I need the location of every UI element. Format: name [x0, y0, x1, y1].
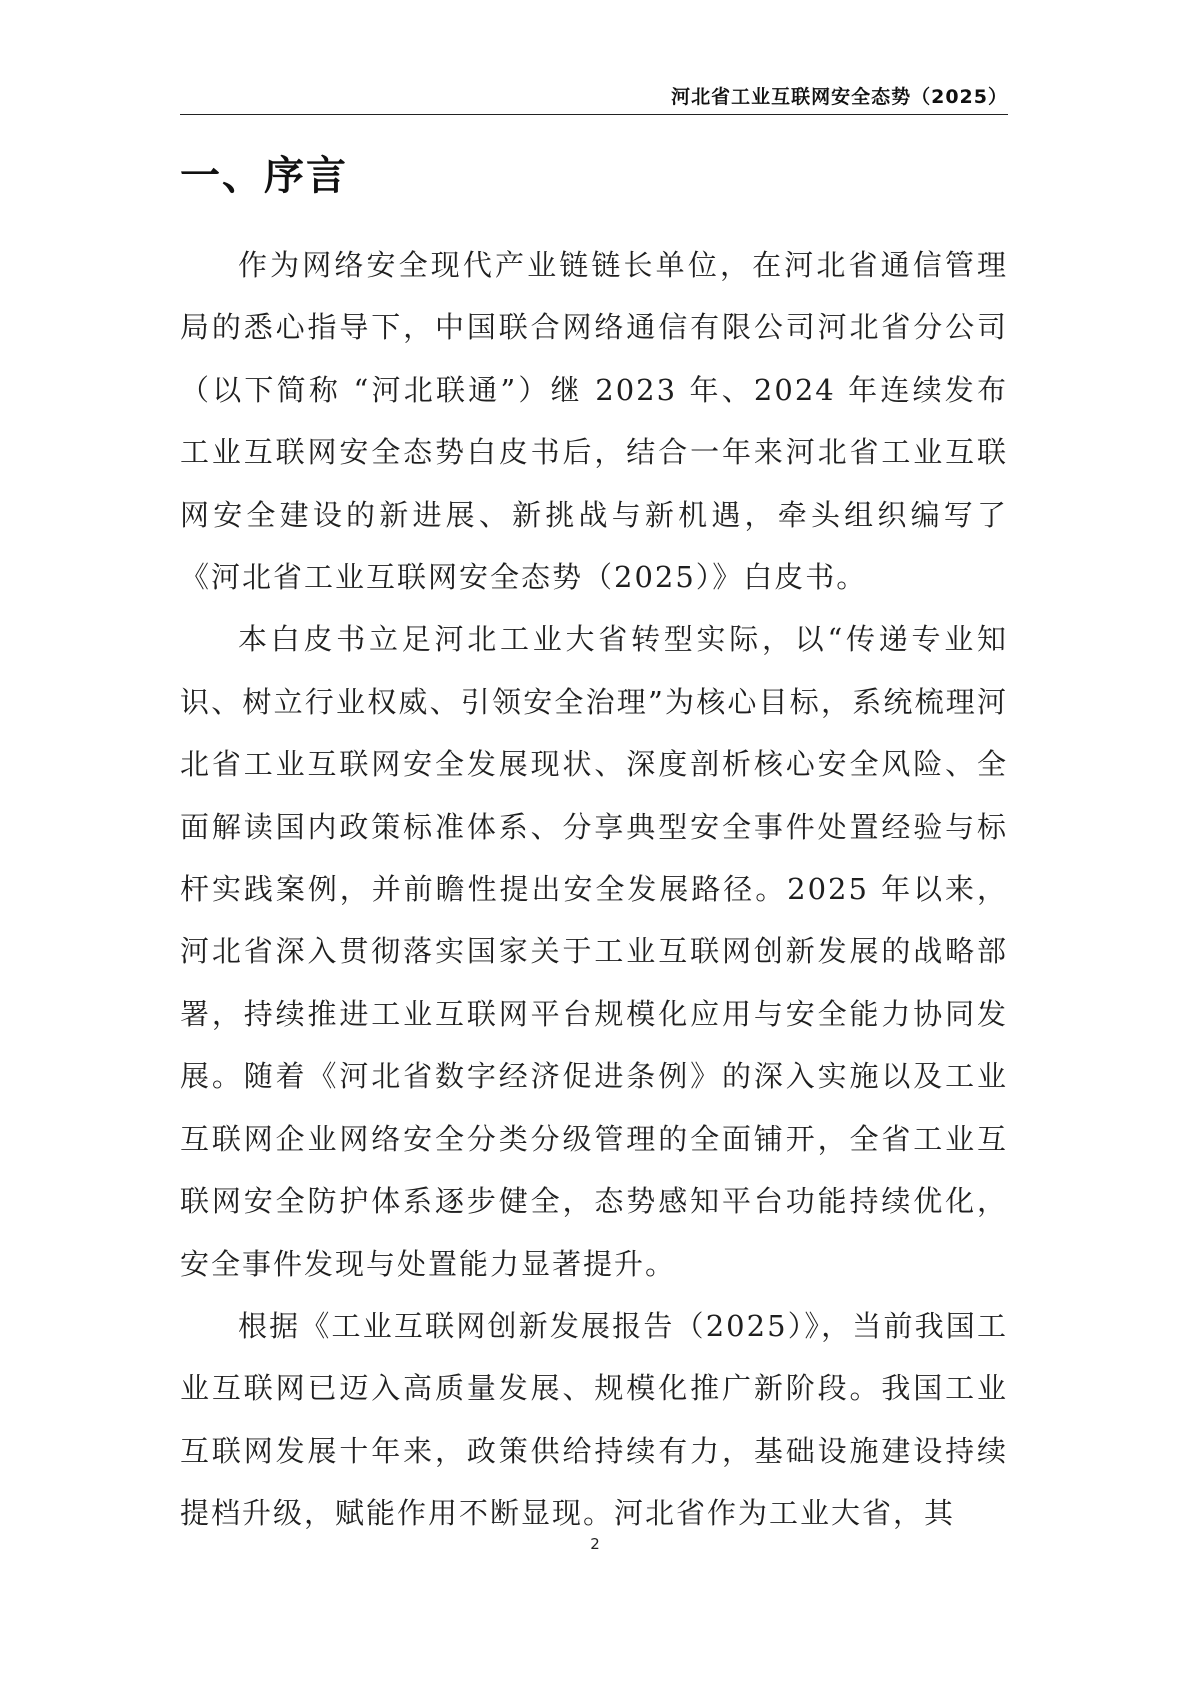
header-title: 河北省工业互联网安全态势（2025）	[671, 86, 1008, 108]
page-number: 2	[590, 1535, 600, 1553]
page-header	[180, 78, 1008, 115]
paragraph-overview: 本白皮书立足河北工业大省转型实际，以“传递专业知识、树立行业权威、引领安全治理”为核心目标，系统梳理河北省工业互联网安全发展现状、深度剖析核心安全风险、全面解读国内政策标准体系、分享典型安全事件处置经验与标杆实践案例，并前瞻性提出安全发展路径。2025 年以来，河北省深入贯彻落实国家关于工业互联网创新发展的战略部署，持续推进工业互联网平台规模化应用与安全能力协同发展。随着《河北省数字经济促进条例》的深入实施以及工业互联网企业网络安全分类分级管理的全面铺开，全省工业互联网安全防护体系逐步健全，态势感知平台功能持续优化，安全事件发现与处置能力显著提升。	[180, 622, 1008, 1281]
body-text	[180, 234, 1008, 1545]
paragraph-intro: 作为网络安全现代产业链链长单位，在河北省通信管理局的悉心指导下，中国联合网络通信有限公司河北省分公司（以下简称 “河北联通”）继 2023 年、2024 年连续发布工业互联网安全态势白皮书后，结合一年来河北省工业互联网安全建设的新进展、新挑战与新机遇，牵头组织编写了《河北省工业互联网安全态势（2025）》白皮书。	[180, 248, 1008, 595]
section-heading: 一、序言	[180, 153, 348, 199]
paragraph-report: 根据《工业互联网创新发展报告（2025）》，当前我国工业互联网已迈入高质量发展、规模化推广新阶段。我国工业互联网发展十年来，政策供给持续有力，基础设施建设持续提档升级，赋能作用不断显现。河北省作为工业大省，其	[180, 1308, 1008, 1531]
